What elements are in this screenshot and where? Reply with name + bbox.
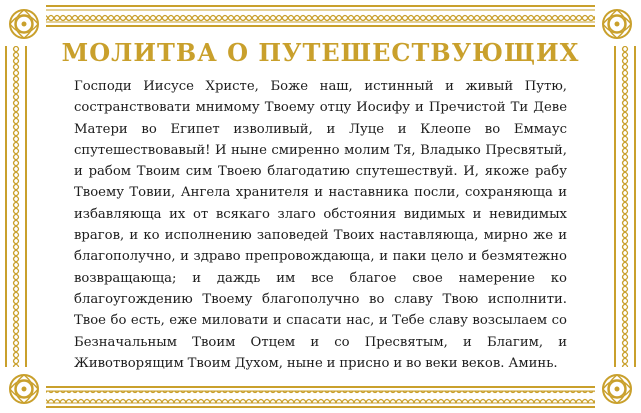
prayer-text: Господи Иисусе Христе, Боже наш, истинный и живый Путю, сострaнствовати мнимому Твоему отцу Иосифу и Пречистой Ти Деве Матери во Египет изволивый, и Луце и Клеопе во Еммаус спутешествовавый! И ныне смиренно молим Тя, Владыко Пресвятый, и рабом Твоим сим Твоею благодатию спутешествуй. И, якоже рабу Твоему Товии, Ангела хранителя и наставника посли, сохраняюща и избавляюща их от всякаго злаго обстояния видимых и невидимых врагов, и ко исполнению заповедей Твоих наставляюща, мирно же и благополучно, и здраво препровождающа, и паки цело и безмятежно возвращающа; и даждь им все благое свое намерение ко благоугождению Твоему благополучно во славу Твою исполнити. Твое бо есть, еже миловати и спасати нас, и Тебе славу возсылаем со Безначальным Твоим Отцем и со Пресвятым, и Благим, и Животворящим Твоим Духом, ныне и присно и во веки веков. Аминь. [74, 79, 567, 371]
prayer-body [74, 76, 567, 374]
prayer-title: МОЛИТВА О ПУТЕШЕСТВУЮЩИХ [61, 38, 580, 67]
